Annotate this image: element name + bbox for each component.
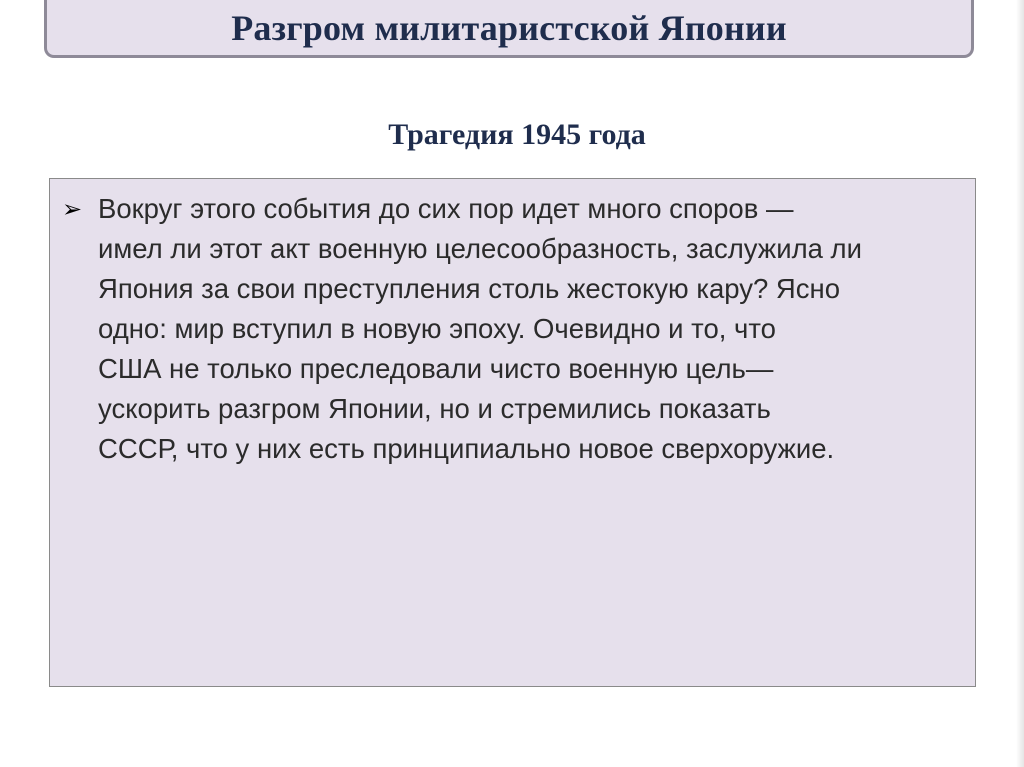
bullet-paragraph bbox=[98, 189, 958, 469]
paragraph-line: ускорить разгром Японии, но и стремились показать bbox=[98, 393, 771, 424]
slide-edge-shadow bbox=[1016, 0, 1024, 767]
slide-title: Разгром милитаристской Японии bbox=[231, 7, 787, 48]
content-box bbox=[49, 178, 976, 687]
paragraph-line: одно: мир вступил в новую эпоху. Очевидно и то, что bbox=[98, 313, 776, 344]
title-box bbox=[44, 0, 974, 58]
paragraph-line: Япония за свои преступления столь жестокую кару? Ясно bbox=[98, 273, 841, 304]
paragraph-line: США не только преследовали чисто военную цель— bbox=[98, 353, 774, 384]
bullet-item bbox=[62, 189, 962, 469]
slide-subtitle: Трагедия 1945 года bbox=[388, 118, 646, 151]
paragraph-line: имел ли этот акт военную целесообразность, заслужила ли bbox=[98, 233, 862, 264]
arrow-bullet-icon: ➢ bbox=[62, 195, 83, 223]
paragraph-line: Вокруг этого события до сих пор идет много споров — bbox=[98, 193, 794, 224]
paragraph-line: СССР, что у них есть принципиально новое сверхоружие. bbox=[98, 433, 835, 464]
